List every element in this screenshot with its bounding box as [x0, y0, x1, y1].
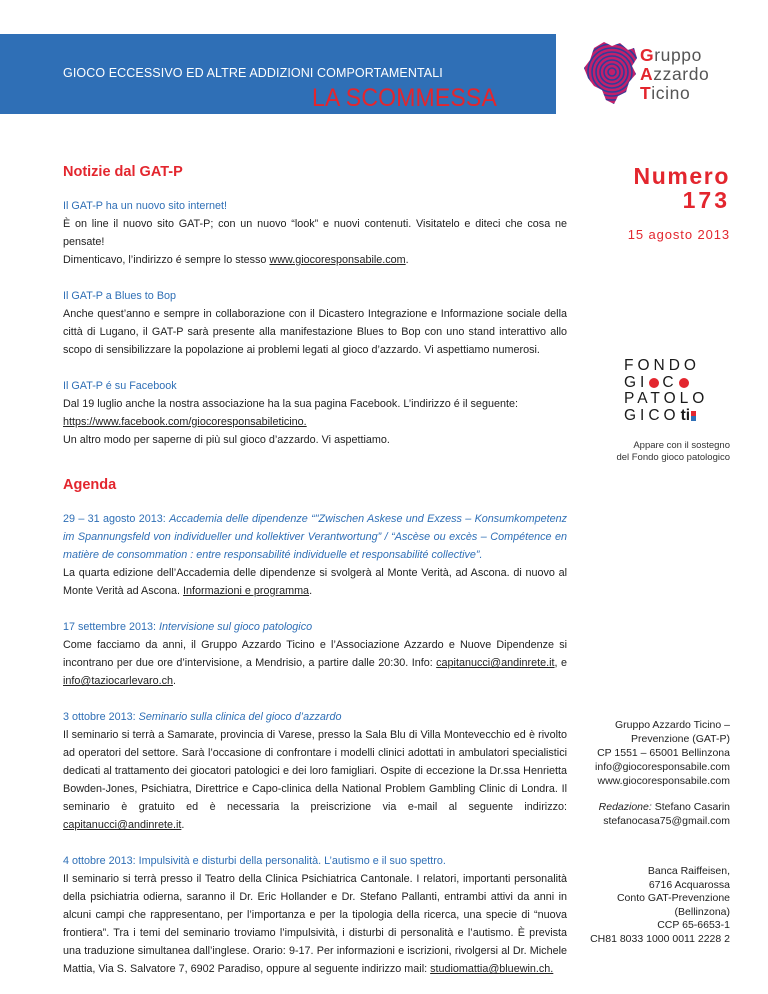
agenda-headline: 3 ottobre 2013: Seminario sulla clinica del gioco d’azzardo: [63, 711, 342, 723]
agenda-headline: 29 – 31 agosto 2013: Accademia delle dipendenze “"Zwischen Askese und Exzess – Konsumkompetenz im Spannungsfeld von individueller und kollektiver Verantwortung” / “Ascèse ou excès – Compétence en matière de consommation : entre responsabilité individuelle et responsabilité collective”.: [63, 513, 567, 561]
fondo-row: GI C: [624, 375, 734, 392]
brand-line: Gruppo: [640, 45, 702, 65]
email-link[interactable]: studiomattia@bluewin.ch.: [430, 963, 554, 975]
news-article: Il GAT-P ha un nuovo sito internet! È on line il nuovo sito GAT-P; con un nuovo “look” e nuovi contenuti. Visitatelo e diteci che cosa ne pensate! Dimenticavo, l’indirizzo é sempre lo stesso www.giocoresponsabile.com.: [63, 197, 567, 269]
bank-info: Banca Raiffeisen, 6716 Acquarossa Conto GAT-Prevenzione (Bellinzona) CCP 65-6653-1 CH81 8033 1000 0011 2228 2: [590, 865, 730, 945]
fondo-caption: Appare con il sostegno del Fondo gioco patologico: [616, 440, 730, 463]
newsletter-title: LA SCOMMESSA: [312, 84, 497, 112]
article-headline: Il GAT-P a Blues to Bop: [63, 290, 177, 302]
newsletter-kicker: GIOCO ECCESSIVO ED ALTRE ADDIZIONI COMPORTAMENTALI: [63, 66, 443, 80]
website-link[interactable]: www.giocoresponsabile.com: [269, 254, 406, 266]
issue-date: 15 agosto 2013: [627, 227, 730, 242]
article-headline: Il GAT-P ha un nuovo sito internet!: [63, 200, 228, 212]
fondo-row: GICO ti: [624, 408, 734, 425]
fondo-gioco-patologico-logo: [624, 358, 734, 424]
agenda-item: 29 – 31 agosto 2013: Accademia delle dipendenze “"Zwischen Askese und Exzess – Konsumkompetenz im Spannungsfeld von individueller und kollektiver Verantwortung” / “Ascèse ou excès – Compétence en matière de consommation : entre responsabilité individuelle et responsabilité collective”. La quarta edizione dell’Accademia delle dipendenze si svolgerà al Monte Verità, ad Ascona. di nuovo al Monte Verità ad Ascona. Informazioni e programma.: [63, 510, 567, 600]
red-dot-icon: [649, 378, 659, 388]
brand-line: Azzardo: [640, 64, 710, 84]
red-dot-icon: [679, 378, 689, 388]
facebook-link[interactable]: https://www.facebook.com/giocoresponsabileticino.: [63, 416, 307, 428]
main-column: [63, 164, 567, 978]
brand-line: Ticino: [640, 83, 691, 103]
agenda-headline: 4 ottobre 2013: Impulsività e disturbi della personalità. L’autismo e il suo spettro.: [63, 855, 446, 867]
issue-label: Numero: [633, 163, 730, 189]
contact-website[interactable]: www.giocoresponsabile.com: [597, 775, 730, 787]
contact-email[interactable]: info@giocoresponsabile.com: [595, 761, 730, 773]
brand-name: [640, 46, 709, 103]
redazione-info: Redazione: Stefano Casarin stefanocasa75@gmail.com: [560, 800, 730, 828]
redazione-email[interactable]: stefanocasa75@gmail.com: [603, 815, 730, 827]
section-title-agenda: Agenda: [63, 477, 117, 493]
agenda-item: 4 ottobre 2013: Impulsività e disturbi della personalità. L’autismo e il suo spettro. Il seminario si terrà presso il Teatro della Clinica Psichiatrica Cantonale. I relatori, importanti personalità della psichiatria odierna, saranno il Dr. Eric Hollander e Dr. Stefano Pallanti, entrambi attivi da anni in alcuni campi che rappresentano, per l’importanza e per la tipologia della ricerca, una specie di “nuova frontiera”. Tra i temi del seminario troviamo l’impulsività, i disturbi di personalità e l’autismo. È prevista una traduzione simultanea dall’inglese. Orario: 9-17. Per informazioni e iscrizioni, rivolgersi al Dr. Michele Mattia, Via S. Salvatore 7, 6902 Paradiso, oppure al seguente indirizzo mail: studiomattia@bluewin.ch.: [63, 852, 567, 978]
article-headline: Il GAT-P é su Facebook: [63, 380, 177, 392]
fondo-row: FONDO: [624, 357, 700, 374]
email-link[interactable]: info@taziocarlevaro.ch: [63, 675, 173, 687]
agenda-item: 17 settembre 2013: Intervisione sul gioco patologico Come facciamo da anni, il Gruppo Azzardo Ticino e l’Associazione Azzardo e Nuove Dipendenze si incontrano per due ore d’intervisione, a Mendrisio, a partire dalle 20:30. Info: capitanucci@andinrete.it, e info@taziocarlevaro.ch.: [63, 618, 567, 690]
contact-info: Gruppo Azzardo Ticino – Prevenzione (GAT-P) CP 1551 – 65001 Bellinzona info@giocoresponsabile.com www.giocoresponsabile.com: [560, 718, 730, 788]
email-link[interactable]: capitanucci@andinrete.it: [63, 819, 182, 831]
agenda-item: 3 ottobre 2013: Seminario sulla clinica del gioco d’azzardo Il seminario si terrà a Samarate, provincia di Varese, presso la Sala Blu di Villa Montevecchio ed è rivolto ad operatori del settore. Sarà l’occasione di confrontare i modelli clinici adottati in ambulatori specialistici dedicati al trattamento dei giocatori patologici e dei loro famigliari. Ospite di eccezione la Dr.ssa Henrietta Bowden-Jones, Psichiatra, Direttrice e Capo-clinica della National Problem Gambling Clinic di Londra. Il seminario è gratuito ed è necessaria la preiscrizione via e-mail al seguente indirizzo: capitanucci@andinrete.it.: [63, 708, 567, 834]
fondo-row: PATOLO: [624, 390, 709, 407]
ticino-map-logo-icon: [582, 40, 638, 106]
section-title-news: Notizie dal GAT-P: [63, 164, 183, 180]
news-article: Il GAT-P é su Facebook Dal 19 luglio anche la nostra associazione ha la sua pagina Facebook. L’indirizzo é il seguente: https://www.facebook.com/giocoresponsabileticino. Un altro modo per saperne di più sul gioco d’azzardo. Vi aspettiamo.: [63, 377, 567, 449]
ticino-flag-icon: [691, 411, 696, 421]
email-link[interactable]: capitanucci@andinrete.it: [436, 657, 555, 669]
issue-number: 173: [682, 187, 730, 213]
program-link[interactable]: Informazioni e programma: [183, 585, 310, 597]
news-article: Il GAT-P a Blues to Bop Anche quest’anno e sempre in collaborazione con il Dicastero Integrazione e Informazione sociale della città di Lugano, il GAT-P sarà presente alla manifestazione Blues to Bop con uno stand interattivo allo scopo di sensibilizzare la popolazione ai problemi legati al gioco d’azzardo. Vi aspettiamo numerosi.: [63, 287, 567, 359]
agenda-headline: 17 settembre 2013: Intervisione sul gioco patologico: [63, 621, 313, 633]
